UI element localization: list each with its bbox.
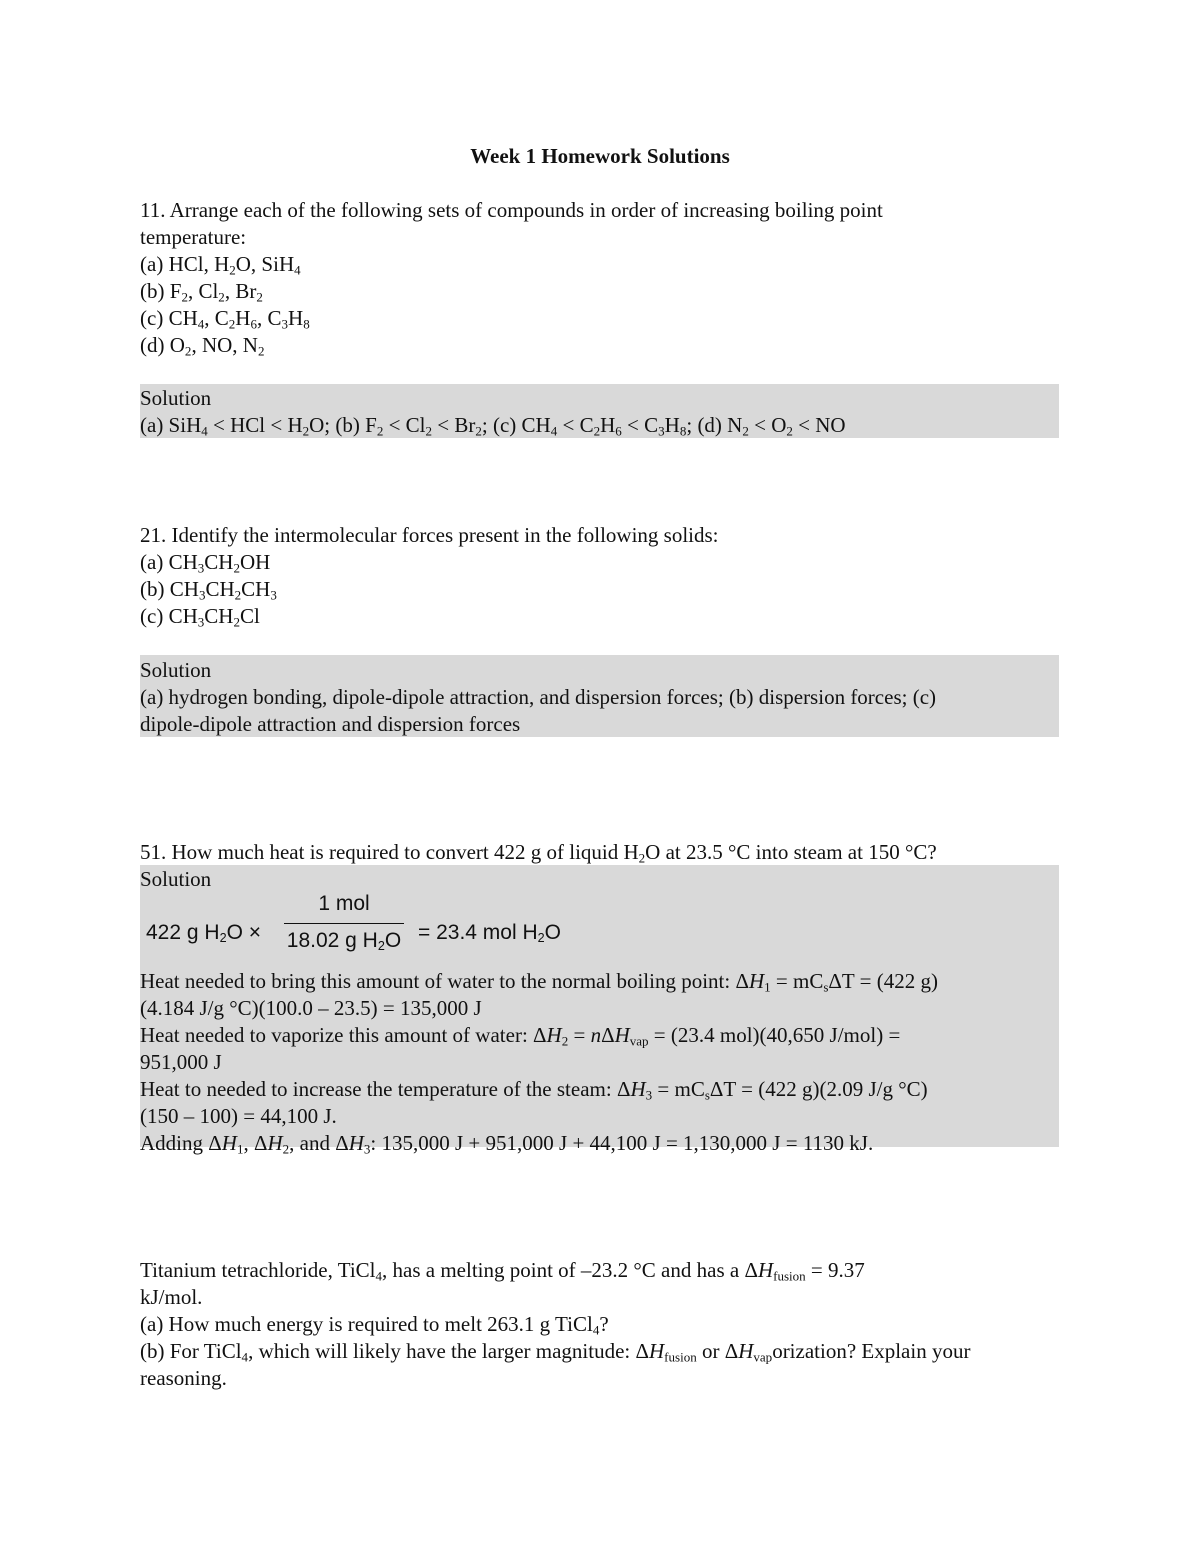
- q21-prompt: 21. Identify the intermolecular forces present in the following solids:: [140, 523, 719, 547]
- q53-part-b-1: (b) For TiCl$_4$, which will likely have the larger magnitude: $\Delta H_{fusion}$ or $\Delta H_{vap}orization$? Explain your: [140, 1339, 971, 1365]
- q11-solution-label: Solution: [140, 386, 212, 410]
- q21-option-c: (c) $CH_3CH_2Cl$: [140, 604, 260, 630]
- q51-solution-label: Solution: [140, 867, 212, 891]
- q11-prompt-line-2: temperature:: [140, 225, 247, 249]
- equation-numerator: 1 mol: [318, 892, 370, 915]
- q11-prompt: Arrange each of the following sets of compounds in order of increasing boiling point: [169, 198, 883, 222]
- question-11: [140, 197, 1060, 359]
- q53-part-b-2: reasoning.: [140, 1366, 227, 1390]
- q11-solution-text: (a) SiH$_4$ < HCl < $H_2O$; (b) $F_2 < Cl_2 < Br_2$; (c) $CH_4 < C_2H_6 < C_3H_8$; (d) $N_2 < O_2$ < NO: [140, 413, 846, 439]
- fraction-bar: [284, 923, 404, 924]
- question-51: [140, 839, 1060, 866]
- equation-lhs: 422 g $H_2O$ ×: [146, 921, 262, 946]
- q53-prompt-2: kJ/mol.: [140, 1285, 203, 1309]
- q21-solution-text-2: dipole-dipole attraction and dispersion forces: [140, 712, 521, 736]
- q11-prompt-line-1: [140, 197, 1060, 224]
- q21-solution-text-1: (a) hydrogen bonding, dipole-dipole attraction, and dispersion forces; (b) dispersion forces; (c): [140, 685, 937, 709]
- equation-denominator: 18.02 g $H_2O$: [286, 929, 402, 954]
- q11-option-d: (d) $O_2$, NO, $N_2$: [140, 333, 265, 359]
- q51-prompt: 51. How much heat is required to convert 422 g of liquid $H_2O$ at 23.5 °C into steam at 150 °C?: [140, 840, 937, 866]
- q11-option-c: (c) $CH_4$, $C_2H_6$, $C_3H_8$: [140, 306, 310, 332]
- question-53: [140, 1257, 1060, 1392]
- q11-option-a: (a) HCl, $H_2O$, SiH$_4$: [140, 252, 301, 278]
- q11-number: 11.: [140, 198, 166, 222]
- q51-step-1b: (4.184 J/g °C)(100.0 – 23.5) = 135,000 J: [140, 996, 482, 1020]
- q51-step-3b: (150 – 100) = 44,100 J.: [140, 1104, 337, 1128]
- q51-conversion-equation: [140, 893, 1060, 968]
- q53-prompt-1: Titanium tetrachloride, TiCl$_4$, has a melting point of –23.2 °C and has a $\Delta H_{fusion} = 9.37$: [140, 1258, 865, 1284]
- q11-solution: [140, 385, 1060, 439]
- page-title: Week 1 Homework Solutions: [470, 144, 730, 168]
- q51-step-1a: Heat needed to bring this amount of water to the normal boiling point: $\Delta H_1 = mC_s\Delta T = (422$ g): [140, 969, 938, 995]
- q21-option-a: (a) $CH_3CH_2OH$: [140, 550, 271, 576]
- q51-step-2a: Heat needed to vaporize this amount of water: $\Delta H_2 = n\Delta H_{vap} = (23.4$ mol)(40,650 J/mol) =: [140, 1023, 901, 1049]
- q51-total: Adding $\Delta H_1$, $\Delta H_2$, and $\Delta H_3$: 135,000 J + 951,000 J + 44,100 J = 1,130,000 J = 1130 kJ.: [140, 1131, 874, 1157]
- q51-step-2b: 951,000 J: [140, 1050, 222, 1074]
- equation-rhs: = 23.4 mol $H_2O$: [418, 921, 562, 946]
- question-21: [140, 522, 1060, 630]
- q21-solution-label: Solution: [140, 658, 212, 682]
- q21-solution: [140, 657, 1060, 738]
- q51-step-3a: Heat to needed to increase the temperature of the steam: $\Delta H_3 = mC_s\Delta T = (422$ g)(2.09 J/g °C): [140, 1077, 928, 1103]
- q53-part-a: (a) How much energy is required to melt 263.1 g TiCl$_4$?: [140, 1312, 609, 1338]
- q21-option-b: (b) $CH_3CH_2CH_3$: [140, 577, 277, 603]
- q11-option-b: (b) $F_2$, $Cl_2$, $Br_2$: [140, 279, 263, 305]
- q51-solution: [140, 866, 1060, 1157]
